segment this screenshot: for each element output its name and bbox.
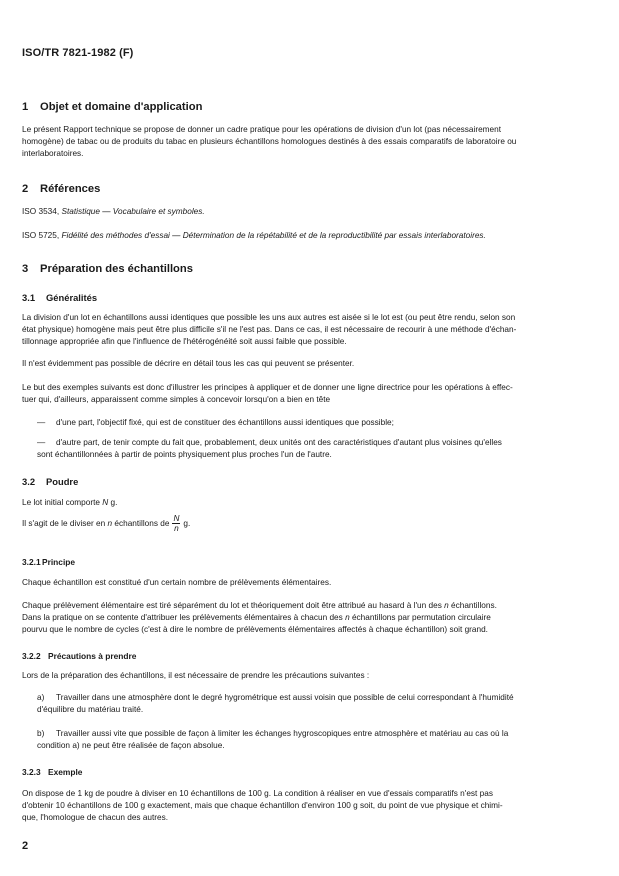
variable-n: n: [444, 601, 449, 610]
list-label-b: b): [37, 729, 45, 738]
section-number: 3: [22, 263, 29, 275]
bullet-item-2: [56, 437, 592, 449]
text-line: On dispose de 1 kg de poudre à diviser en 10 échantillons de 100 g. La condition à réaliser en vue d'essais comparatifs n'est pas: [22, 789, 493, 798]
section-number: 2: [22, 183, 29, 195]
reference-item: [22, 230, 558, 242]
text-segment: g.: [110, 498, 118, 507]
precaution-b: [56, 728, 592, 740]
subsection-3-2-3-heading: [22, 767, 82, 777]
subsection-title: Principe: [42, 557, 76, 567]
precaution-b-continuation: condition a) ne peut être réalisée de façon absolue.: [37, 741, 225, 750]
generalites-paragraph-2: Il n'est évidemment pas possible de décrire en détail tous les cas qui peuvent se présenter.: [22, 359, 355, 368]
section-3-heading: [22, 263, 193, 275]
text-segment: échantillons.: [451, 601, 497, 610]
text-segment: Chaque prélèvement élémentaire est tiré séparément du lot et théoriquement doit être attribué au hasard à l'un des: [22, 601, 442, 610]
bullet-dash: —: [37, 418, 46, 427]
text-line: [22, 600, 558, 612]
subsection-3-2-2-heading: [22, 651, 136, 661]
section-1-heading: [22, 101, 202, 113]
principe-paragraph-1: Chaque échantillon est constitué d'un certain nombre de prélèvements élémentaires.: [22, 578, 332, 587]
text-line: interlaboratoires.: [22, 149, 84, 159]
list-label-a: a): [37, 693, 45, 702]
bullet-item-2-continuation: sont échantillonnées à partir de points physiquement plus proches l'un de l'autre.: [37, 450, 332, 459]
subsection-3-2-heading: [22, 476, 78, 487]
subsection-number: 3.2.1: [22, 557, 41, 567]
subsection-title: Précautions à prendre: [48, 651, 137, 661]
text-line: tillonnage appropriée afin que l'influence de l'hétérogénéité soit aussi faible que possible.: [22, 337, 347, 347]
text-line: Le but des exemples suivants est donc d'illustrer les principes à appliquer et de donner une ligne directrice pour les opérations à effec-: [22, 383, 513, 392]
subsection-number: 3.2.3: [22, 767, 41, 777]
section-2-heading: [22, 183, 100, 195]
text-line: pourvu que le nombre de cycles (c'est à dire le nombre de prélèvements élémentaires affectés à chaque échantillon) soit grand.: [22, 625, 488, 635]
precaution-a: [56, 692, 592, 704]
bullet-item-1: d'une part, l'objectif fixé, qui est de constituer des échantillons aussi identiques que possible;: [56, 418, 394, 427]
principe-paragraph-2: [22, 600, 558, 637]
subsection-number: 3.2: [22, 476, 36, 487]
precautions-intro: Lors de la préparation des échantillons, il est nécessaire de prendre les précautions suivantes :: [22, 671, 370, 680]
text-line: homogène) de tabac ou de produits du tabac en plusieurs échantillons homologues destinés à des essais comparatifs de laboratoire ou: [22, 137, 517, 147]
text-line: Travailler aussi vite que possible de façon à limiter les échanges hygroscopiques entre atmosphère et matériau au cas où la: [56, 729, 509, 738]
text-segment: Il s'agit de le diviser en: [22, 519, 106, 528]
text-segment: Le lot initial comporte: [22, 498, 100, 507]
lot-initial-line: [22, 497, 558, 509]
reference-id: ISO 3534,: [22, 207, 60, 216]
text-line: Travailler dans une atmosphère dont le degré hygrométrique est aussi voisin que possible de celui correspondant à l'humidité: [56, 693, 514, 702]
variable-n: n: [107, 519, 113, 528]
fraction-denominator: n: [174, 524, 179, 534]
section-title: Objet et domaine d'application: [40, 101, 203, 113]
bullet-dash: —: [37, 438, 46, 447]
subsection-number: 3.2.2: [22, 651, 41, 661]
text-line: Le présent Rapport technique se propose de donner un cadre pratique pour les opérations de division d'un lot (pas nécessairement: [22, 125, 502, 134]
text-segment: Dans la pratique on se contente d'attribuer les prélèvements élémentaires à chacun des: [22, 613, 343, 623]
exemple-paragraph: [22, 788, 558, 825]
document-header: ISO/TR 7821-1982 (F): [22, 47, 134, 59]
section-title: Préparation des échantillons: [40, 263, 193, 275]
text-line: d'autre part, de tenir compte du fait que, probablement, deux unités ont des caractéristiques d'autant plus voisines qu'elles: [56, 438, 502, 447]
fraction-N-over-n: [172, 514, 180, 533]
text-line: d'obtenir 10 échantillons de 100 g exactement, mais que chaque échantillon d'environ 100 g soit, du point de vue physique et chimi-: [22, 801, 503, 811]
subsection-title: Poudre: [46, 476, 79, 487]
section-title: Références: [40, 183, 101, 195]
text-line: La division d'un lot en échantillons aussi identiques que possible les uns aux autres est aisée si le lot est (ou peut être rendu, selon son: [22, 313, 516, 322]
generalites-paragraph-3: [22, 382, 558, 406]
text-line: état physique) homogène mais peut être plus difficile s'il ne l'est pas. Dans ce cas, il est nécessaire de recourir à une méthode d'échan-: [22, 325, 517, 335]
text-line: tuer qui, d'ailleurs, apparaissent comme simples à concevoir lorsqu'on a bien en tête: [22, 395, 331, 405]
reference-id: ISO 5725,: [22, 231, 60, 240]
variable-N: N: [102, 498, 109, 507]
fraction-numerator: N: [173, 514, 180, 524]
text-segment: g.: [183, 519, 191, 528]
reference-title: Fidélité des méthodes d'essai — Détermination de la répétabilité et de la reproductibilité par essais interlaboratoires.: [61, 231, 486, 240]
subsection-title: Généralités: [46, 292, 98, 303]
text-segment: échantillons de: [114, 519, 170, 528]
subsection-title: Exemple: [48, 767, 83, 777]
subsection-3-1-heading: [22, 292, 97, 303]
generalites-paragraph-1: [22, 312, 558, 349]
precaution-a-continuation: d'équilibre du matériau traité.: [37, 705, 144, 714]
text-line: [22, 612, 558, 624]
reference-item: [22, 206, 558, 218]
page-number: 2: [22, 840, 29, 852]
variable-n: n: [345, 613, 350, 623]
subsection-number: 3.1: [22, 292, 36, 303]
section-number: 1: [22, 101, 29, 113]
text-line: que, l'homologue de chacun des autres.: [22, 813, 169, 823]
section-1-paragraph: [22, 124, 558, 161]
reference-title: Statistique — Vocabulaire et symboles.: [61, 207, 205, 216]
text-segment: échantillons par permutation circulaire: [351, 613, 491, 623]
division-line: [22, 514, 558, 534]
subsection-3-2-1-heading: [22, 557, 75, 567]
